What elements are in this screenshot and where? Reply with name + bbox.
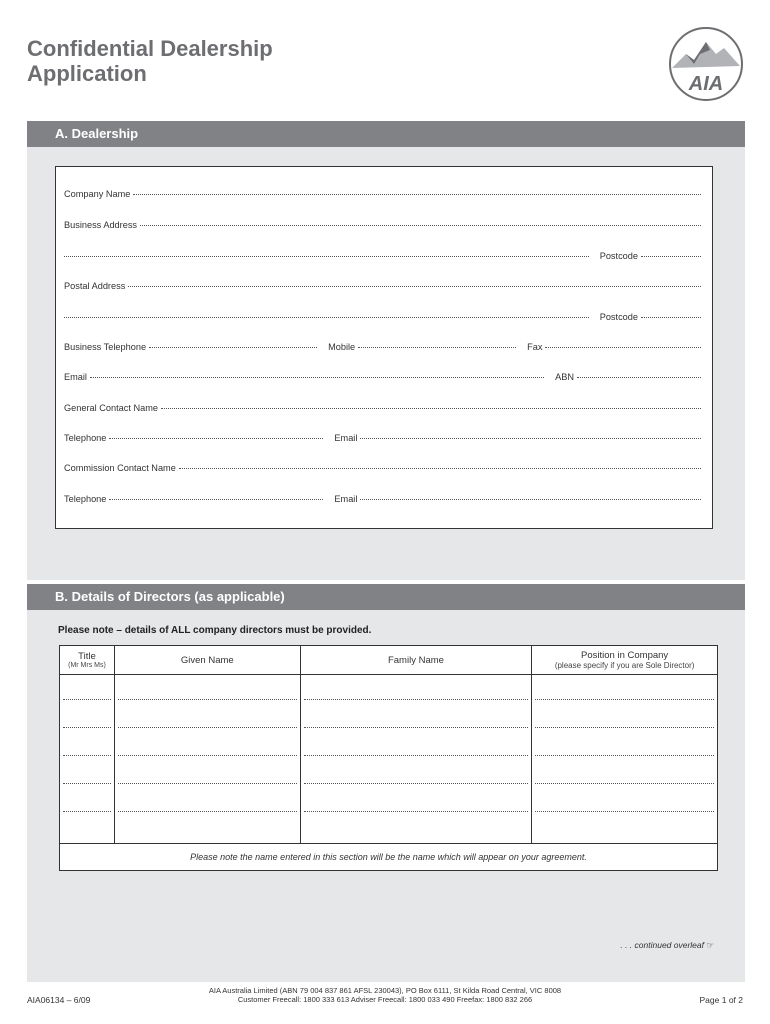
footer-company-info: AIA Australia Limited (ABN 79 004 837 861 AFSL 230043), PO Box 6111, St Kilda Road Central, VIC 8008 Customer Freecall: 1800 333 613 Adviser Freecall: 1800 033 490 Freefax: 1800 832 266	[208, 986, 562, 1004]
position-cell[interactable]	[532, 675, 718, 704]
family-name-cell[interactable]	[300, 703, 532, 731]
given-name-cell[interactable]	[114, 787, 300, 815]
position-cell[interactable]	[532, 787, 718, 815]
title-cell[interactable]	[60, 815, 115, 844]
col-family-name: Family Name	[300, 646, 532, 675]
postcode-field-2[interactable]	[641, 317, 701, 318]
given-name-cell[interactable]	[114, 759, 300, 787]
family-name-cell[interactable]	[300, 759, 532, 787]
aia-logo	[666, 24, 746, 104]
email-field[interactable]	[90, 377, 544, 378]
commission-contact-phone-row[interactable]: Telephone Email	[64, 494, 704, 504]
general-contact-row[interactable]: General Contact Name	[64, 403, 704, 413]
table-note-row	[60, 844, 718, 871]
table-note: Please note the name entered in this section will be the name which will appear on your agreement.	[60, 844, 718, 871]
commission-contact-name-field[interactable]	[179, 468, 701, 469]
given-name-cell[interactable]	[114, 731, 300, 759]
table-row[interactable]	[60, 731, 718, 759]
page-number: Page 1 of 2	[699, 995, 743, 1005]
table-row[interactable]	[60, 675, 718, 704]
postal-address-row[interactable]: Postal Address	[64, 281, 704, 291]
title-cell[interactable]	[60, 731, 115, 759]
business-address-row[interactable]: Business Address	[64, 220, 704, 230]
table-row[interactable]	[60, 815, 718, 844]
family-name-cell[interactable]	[300, 815, 532, 844]
title-cell[interactable]	[60, 759, 115, 787]
directors-table	[59, 645, 718, 871]
position-cell[interactable]	[532, 731, 718, 759]
position-cell[interactable]	[532, 703, 718, 731]
family-name-cell[interactable]	[300, 675, 532, 704]
logo-text: AIA	[688, 73, 724, 95]
given-name-cell[interactable]	[114, 675, 300, 704]
col-given-name: Given Name	[114, 646, 300, 675]
business-address-line2-row[interactable]: Postcode	[64, 251, 704, 261]
title-line-2: Application	[27, 61, 147, 86]
dealership-form	[55, 166, 713, 529]
position-cell[interactable]	[532, 759, 718, 787]
title-cell[interactable]	[60, 703, 115, 731]
company-name-field[interactable]	[133, 194, 701, 195]
postcode-field-1[interactable]	[641, 256, 701, 257]
form-code: AIA06134 – 6/09	[27, 995, 91, 1005]
general-contact-name-field[interactable]	[161, 408, 701, 409]
given-name-cell[interactable]	[114, 815, 300, 844]
phones-row[interactable]: Business Telephone Mobile Fax	[64, 342, 704, 352]
given-name-cell[interactable]	[114, 703, 300, 731]
postal-address-line2-row[interactable]: Postcode	[64, 312, 704, 322]
title-cell[interactable]	[60, 787, 115, 815]
telephone-field-1[interactable]	[109, 438, 323, 439]
postal-address-line2-field[interactable]	[64, 317, 589, 318]
continued-overleaf: . . . continued overleaf ☞	[620, 940, 714, 950]
section-b-heading: B. Details of Directors (as applicable)	[27, 584, 745, 610]
section-a-heading: A. Dealership	[27, 121, 745, 147]
email-field-2[interactable]	[360, 438, 701, 439]
col-position: Position in Company (please specify if you are Sole Director)	[532, 646, 718, 675]
company-name-row[interactable]: Company Name	[64, 189, 704, 199]
table-row[interactable]	[60, 759, 718, 787]
title-line-1: Confidential Dealership	[27, 36, 273, 61]
business-address-line2-field[interactable]	[64, 256, 589, 257]
family-name-cell[interactable]	[300, 731, 532, 759]
business-telephone-field[interactable]	[149, 347, 317, 348]
table-row[interactable]	[60, 703, 718, 731]
family-name-cell[interactable]	[300, 787, 532, 815]
business-address-field[interactable]	[140, 225, 701, 226]
postal-address-field[interactable]	[128, 286, 701, 287]
pointing-hand-icon: ☞	[706, 940, 714, 950]
mobile-field[interactable]	[358, 347, 516, 348]
directors-table-header	[60, 646, 718, 675]
fax-field[interactable]	[545, 347, 701, 348]
general-contact-phone-row[interactable]: Telephone Email	[64, 433, 704, 443]
abn-field[interactable]	[577, 377, 701, 378]
table-row[interactable]	[60, 787, 718, 815]
col-title: Title (Mr Mrs Ms)	[60, 646, 115, 675]
email-abn-row[interactable]: Email ABN	[64, 372, 704, 382]
telephone-field-2[interactable]	[109, 499, 323, 500]
document-title	[27, 36, 273, 86]
position-cell[interactable]	[532, 815, 718, 844]
email-field-3[interactable]	[360, 499, 701, 500]
title-cell[interactable]	[60, 675, 115, 704]
commission-contact-row[interactable]: Commission Contact Name	[64, 463, 704, 473]
directors-note: Please note – details of ALL company directors must be provided.	[58, 625, 372, 636]
